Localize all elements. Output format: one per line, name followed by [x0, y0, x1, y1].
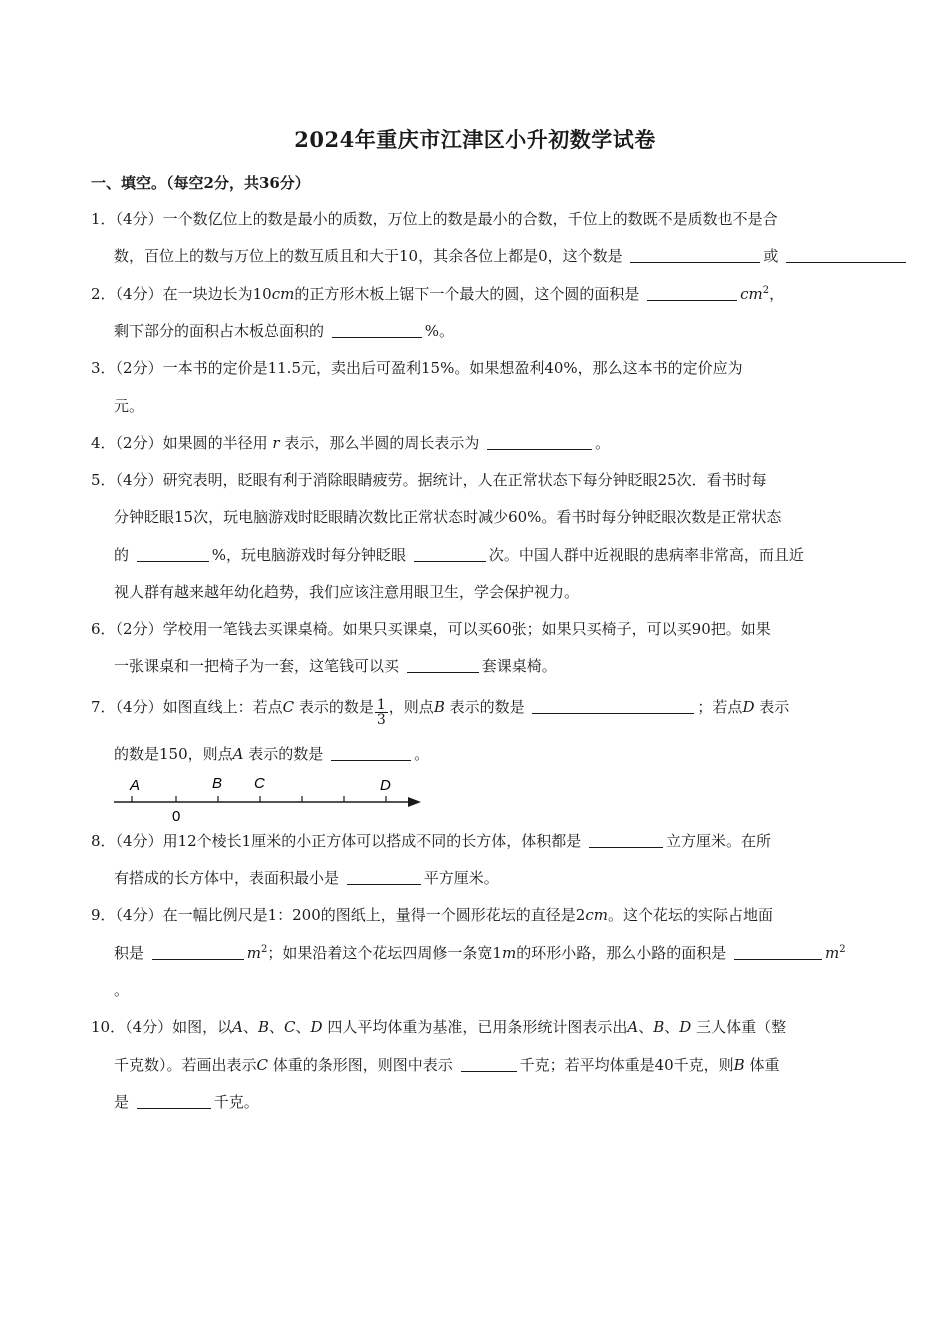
answer-blank[interactable]: [647, 284, 737, 301]
question-7-line-2: 的数是150，则点A 表示的数是 。: [114, 745, 430, 763]
question-8-line-1: 8．（4分）用12个棱长1厘米的小正方体可以搭成不同的长方体，体积都是 立方厘米。在所: [91, 832, 772, 850]
question-5-line-3: 的 %，玩电脑游戏时每分钟眨眼 次。中国人群中近视眼的患病率非常高，而且近: [114, 546, 804, 564]
section-heading: 一、填空。（每空2分，共36分）: [91, 174, 310, 192]
answer-blank[interactable]: [786, 246, 906, 263]
question-8-line-2: 有搭成的长方体中，表面积最小是 平方厘米。: [114, 869, 499, 887]
answer-blank[interactable]: [331, 744, 411, 761]
answer-blank[interactable]: [414, 545, 486, 562]
question-2-line-2: 剩下部分的面积占木板总面积的 %。: [114, 322, 455, 340]
question-5-line-1: 5．（4分）研究表明，眨眼有利于消除眼睛疲劳。据统计，人在正常状态下每分钟眨眼25次．看书时每: [91, 471, 767, 489]
answer-blank[interactable]: [347, 868, 421, 885]
question-5-line-4: 视人群有越来越年幼化趋势，我们应该注意用眼卫生，学会保护视力。: [114, 583, 580, 601]
question-4-line-1: 4．（2分）如果圆的半径用 r 表示，那么半圆的周长表示为 。: [91, 434, 611, 452]
question-number: 1．: [91, 210, 116, 228]
answer-blank[interactable]: [152, 943, 244, 960]
question-2-line-1: 2．（4分）在一块边长为10cm的正方形木板上锯下一个最大的圆，这个圆的面积是 $cm^2$，: [91, 285, 785, 303]
question-1-line-2: 数，百位上的数与万位上的数互质且和大于10，其余各位上都是0，这个数是 或: [114, 246, 906, 266]
question-3-line-1: 3．（2分）一本书的定价是11.5元，卖出后可盈利15%。如果想盈利40%，那么这本书的定价应为: [91, 359, 743, 377]
point-label-c: C: [254, 775, 265, 792]
question-9-line-1: 9．（4分）在一幅比例尺是1：200的图纸上，量得一个圆形花坛的直径是2cm。这个花坛的实际占地面: [91, 906, 773, 924]
answer-blank[interactable]: [407, 656, 479, 673]
question-10-line-3: 是 千克。: [114, 1093, 259, 1111]
answer-blank[interactable]: [137, 545, 209, 562]
question-6-line-1: 6．（2分）学校用一笔钱去买课桌椅。如果只买课桌，可以买60张；如果只买椅子，可以买90把。如果: [91, 620, 771, 638]
answer-blank[interactable]: [137, 1092, 211, 1109]
fraction: $\frac{1}{3}$: [376, 697, 386, 728]
number-line-figure: [110, 770, 430, 825]
answer-blank[interactable]: [461, 1055, 517, 1072]
answer-blank[interactable]: [332, 321, 422, 338]
origin-label: 0: [172, 808, 181, 825]
answer-blank[interactable]: [734, 943, 822, 960]
answer-blank[interactable]: [630, 246, 760, 263]
question-7-line-1: 7．（4分）如图直线上：若点C 表示的数是 $\frac{1}{3}$ ，则点B 表示的数是 ；若点D 表示: [91, 697, 790, 728]
page-title: 2024年重庆市江津区小升初数学试卷: [294, 127, 656, 152]
question-9-line-2: 积是 $m^2$；如果沿着这个花坛四周修一条宽1m的环形小路，那么小路的面积是 $m^2$: [114, 944, 846, 962]
question-10-line-2: 千克数）。若画出表示C 体重的条形图，则图中表示 千克；若平均体重是40千克，则B 体重: [114, 1056, 780, 1074]
answer-blank[interactable]: [487, 433, 592, 450]
question-6-line-2: 一张课桌和一把椅子为一套，这笔钱可以买 套课桌椅。: [114, 657, 557, 675]
question-3-line-2: 元。: [114, 397, 145, 415]
point-label-d: D: [380, 777, 391, 794]
answer-blank[interactable]: [532, 697, 694, 714]
answer-blank[interactable]: [589, 831, 663, 848]
question-9-line-3: 。: [114, 981, 130, 999]
point-label-b: B: [212, 775, 223, 792]
number-line-arrow: [408, 797, 421, 807]
question-10-line-1: 10．（4分）如图，以A、B、C、D 四人平均体重为基准，已用条形统计图表示出A、B、D 三人体重（整: [91, 1018, 787, 1036]
question-1-line-1: 1．（4分）一个数亿位上的数是最小的质数，万位上的数是最小的合数，千位上的数既不是质数也不是合: [91, 210, 778, 228]
question-5-line-2: 分钟眨眼15次，玩电脑游戏时眨眼睛次数比正常状态时减少60%。看书时每分钟眨眼次数是正常状态: [114, 508, 782, 526]
point-label-a: A: [130, 777, 141, 794]
